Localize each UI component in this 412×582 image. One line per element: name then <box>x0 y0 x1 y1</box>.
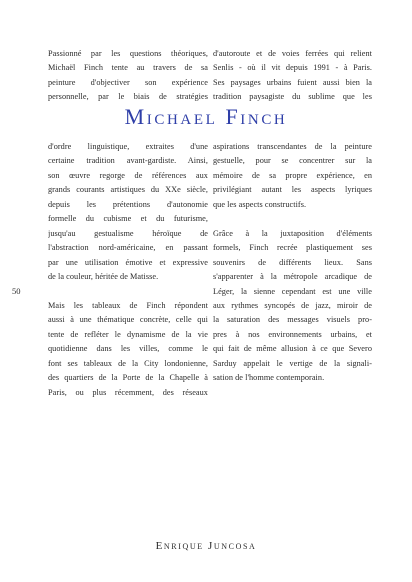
text-line: aspirations transcendantes de la peinture <box>213 142 372 151</box>
page-title: Michael Finch <box>124 104 288 129</box>
left-column-top <box>48 47 208 105</box>
text-line: des quartiers de la Porte de la Chapelle à <box>48 373 208 383</box>
text-line: font ses tableaux de la City londonienne, <box>48 358 208 368</box>
text-line: Mais les tableaux de Finch répondent <box>48 300 208 310</box>
text-line: tradition paysagiste du sublime que les <box>213 92 372 102</box>
text-line: de la couleur, héritée de Matisse. <box>48 272 159 282</box>
text-line: Paris, ou plus récemment, des réseaux <box>48 387 208 397</box>
text-line: qui fait de même allusion à ce que Severo <box>213 344 372 354</box>
text-line: personnelle, par le biais de stratégies <box>48 92 208 102</box>
author-name: Enrique Juncosa <box>155 540 257 552</box>
text-line: son œuvre regorge de références aux <box>48 170 208 180</box>
text-line: jusqu'au gestualisme héroïque de <box>48 228 208 238</box>
text-line: depuis les prétentions d'autonomie <box>48 199 208 209</box>
text-line: Sarduy appelait le vertige de la signali- <box>213 358 372 368</box>
text-line: pres à nos environnements urbains, et <box>213 329 372 339</box>
text-line: tente de refléter le dynamisme de la vie <box>48 329 208 339</box>
text-line: l'abstraction nord-américaine, en passant <box>48 243 208 253</box>
text-line: sation de l'homme contemporain. <box>213 373 325 383</box>
text-line: la saturation des messages visuels pro- <box>213 315 372 325</box>
right-column-bottom <box>213 140 372 400</box>
paragraph <box>48 299 208 400</box>
text-line: quotidienne dans les villes, comme le <box>48 344 208 354</box>
left-column-bottom <box>48 140 208 415</box>
text-line: par une utilisation émotive et expressive <box>48 257 208 267</box>
paragraph <box>213 140 372 212</box>
text-line: Passionné par les questions théoriques, <box>48 49 208 58</box>
text-line: privilégiant autant les aspects lyriques <box>213 185 372 195</box>
text-line: d'ordre linguistique, extraites d'une <box>48 142 208 151</box>
text-line: formels, Finch recrée plastiquement ses <box>213 243 372 253</box>
text-line: d'autoroute et de voies ferrées qui relient <box>213 49 372 58</box>
text-line: aux rythmes syncopés de jazz, miroir de <box>213 300 372 310</box>
paragraph <box>213 227 372 386</box>
text-line: Ses paysages urbains fuient aussi bien la <box>213 77 372 87</box>
text-line: mémoire de sa propre expérience, en <box>213 170 372 180</box>
text-line: formelle du cubisme et du futurisme, <box>48 214 208 224</box>
paragraph <box>48 140 208 285</box>
text-line: souvenirs de différents lieux. Sans <box>213 257 372 267</box>
text-line: peinture d'objectiver son expérience <box>48 77 208 87</box>
right-column-top <box>213 47 372 105</box>
page-number: 50 <box>12 286 21 296</box>
text-line: s'apparenter à la métropole arcadique de <box>213 272 372 282</box>
text-line: Grâce à la juxtaposition d'éléments <box>213 228 372 238</box>
text-line: aussi à une thématique concrète, celle qui <box>48 315 208 325</box>
text-line: certaine tradition avant-gardiste. Ainsi, <box>48 156 208 166</box>
text-line: grands courants artistiques du XXe siècle, <box>48 185 208 195</box>
text-line: que les aspects constructifs. <box>213 199 307 209</box>
text-line: Michaël Finch tente au travers de sa <box>48 63 208 73</box>
text-line: Senlis - où il vit depuis 1991 - à Paris. <box>213 63 372 73</box>
text-line: gestuelle, pour se concentrer sur la <box>213 156 372 166</box>
text-line: Léger, la sienne cependant est une ville <box>213 286 372 296</box>
